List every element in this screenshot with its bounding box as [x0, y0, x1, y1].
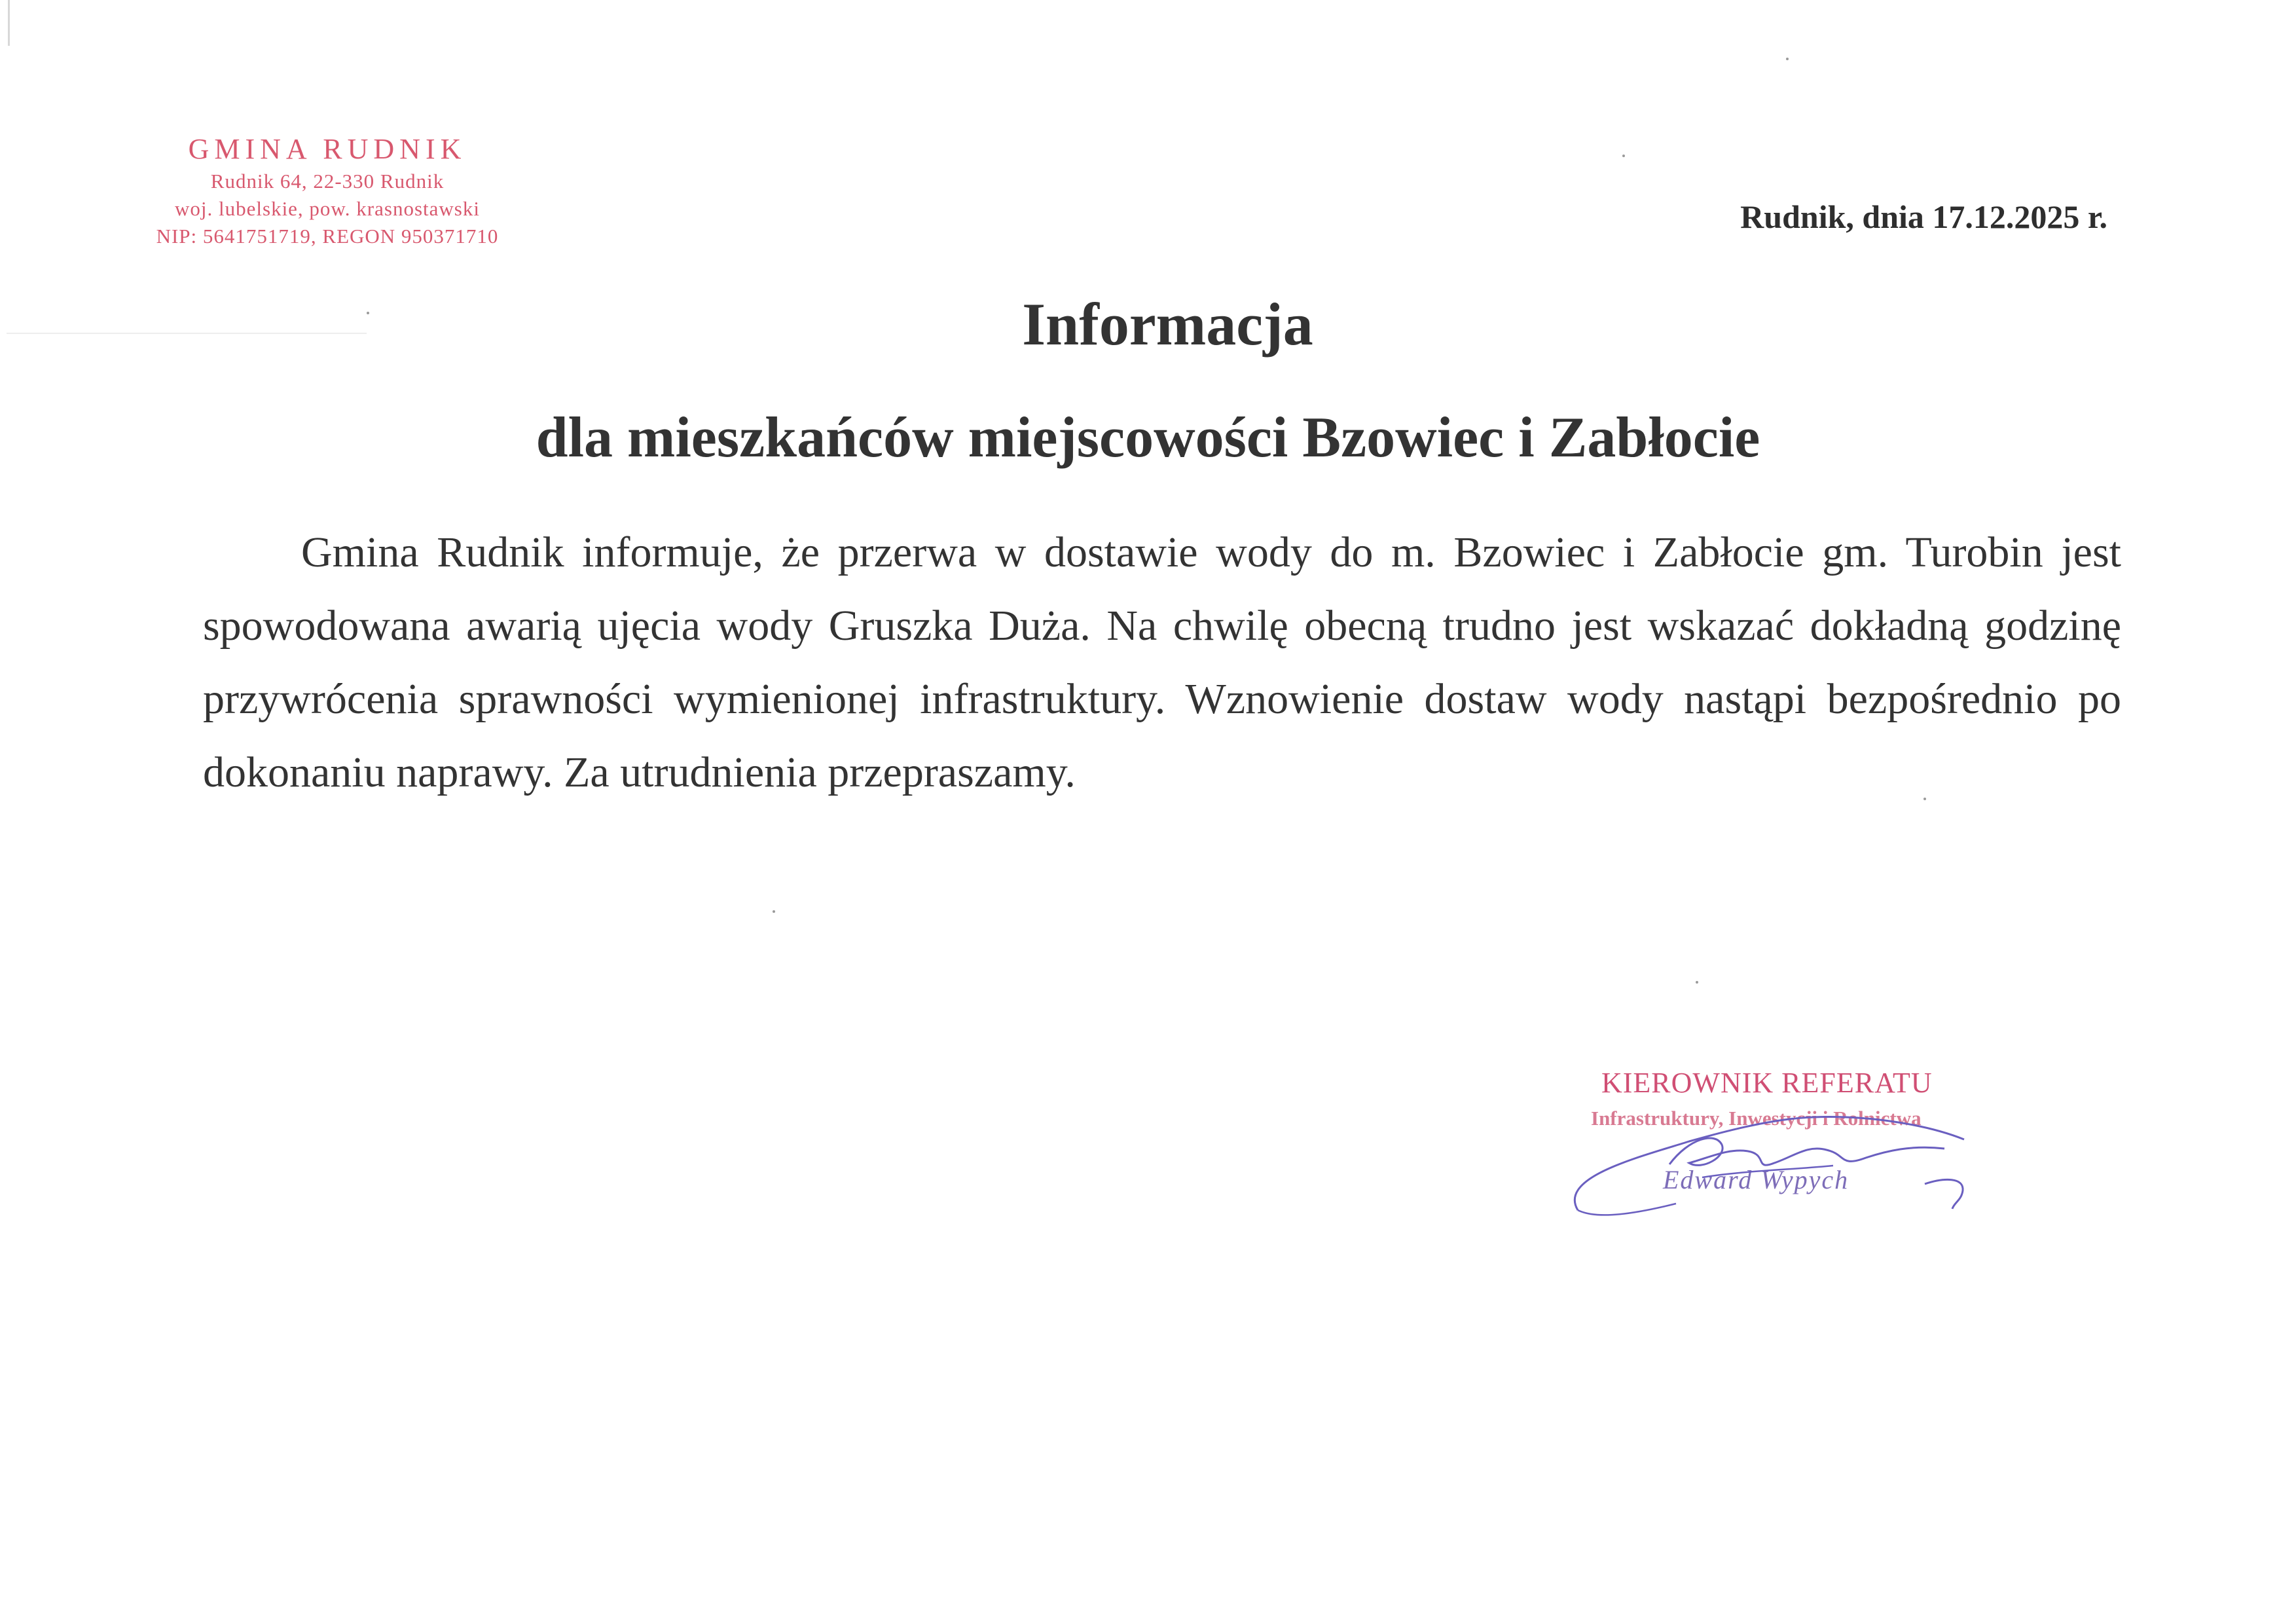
stamp-tax-ids: NIP: 5641751719, REGON 950371710: [156, 225, 499, 248]
stamp-address: Rudnik 64, 22-330 Rudnik: [210, 170, 445, 193]
stamp-region: woj. lubelskie, pow. krasnostawski: [175, 197, 480, 220]
scan-speck: [1696, 981, 1698, 984]
signature-stamp: [1565, 1060, 1971, 1230]
handwritten-signature: [1558, 1079, 1977, 1230]
scan-speck: [1622, 155, 1625, 157]
document-title: Informacja: [1022, 291, 1313, 358]
signature-stamp-department: Infrastruktury, Inwestycji i Rolnictwa: [1591, 1107, 1922, 1130]
signature-stamp-person: Edward Wypych: [1663, 1165, 1850, 1194]
scan-speck: [773, 910, 775, 913]
announcement-body: Gmina Rudnik informuje, że przerwa w dostawie wody do m. Bzowiec i Zabłocie gm. Turobin jest spowodowana awarią ujęcia wody Gruszka Duża. Na chwilę obecną trudno jest wskazać dokładną godzinę przywrócenia sprawności wymienionej infrastruktury. Wznowienie dostaw wody nastąpi bezpośrednio po dokonaniu naprawy. Za utrudnienia przepraszamy.: [203, 528, 2121, 796]
stamp-municipality-name: GMINA RUDNIK: [188, 133, 467, 165]
signature-stamp-position: KIEROWNIK REFERATU: [1601, 1067, 1933, 1099]
document-subtitle: dla mieszkańców miejscowości Bzowiec i Zabłocie: [536, 406, 1760, 470]
municipality-stamp: [131, 131, 524, 250]
document-date: Rudnik, dnia 17.12.2025 r.: [1740, 198, 2107, 235]
scan-edge-mark: [8, 0, 10, 46]
scan-speck: [1786, 58, 1789, 60]
